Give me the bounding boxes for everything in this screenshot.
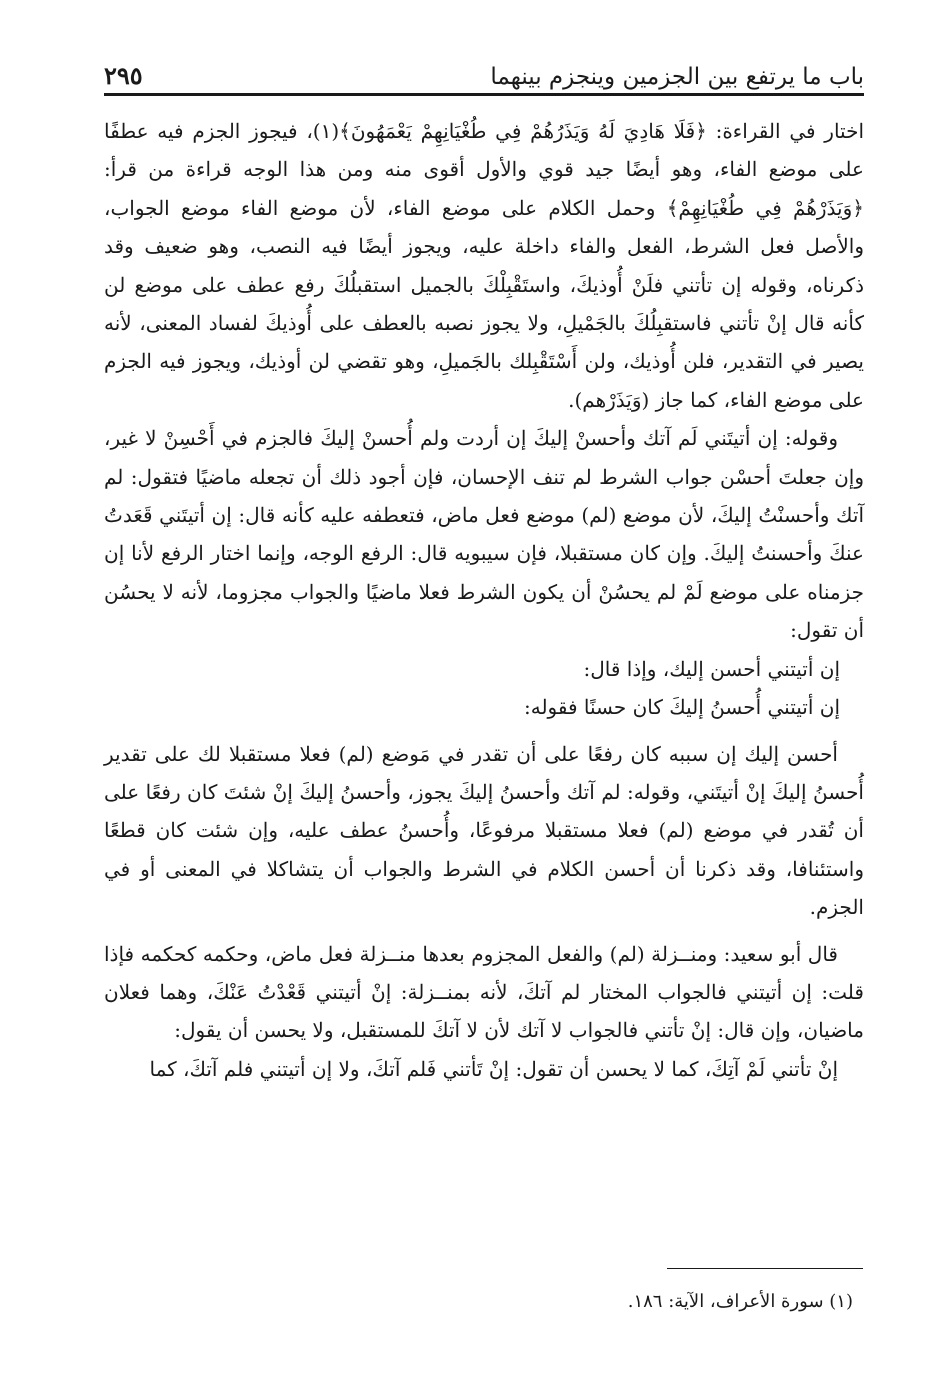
footnote: (١) سورة الأعراف، الآية: ١٨٦. [627,1291,853,1312]
paragraph-2: وقوله: إن أتيتَني لَم آتك وأحسنْ إليكَ إن أردت ولم أُحسنْ إليكَ فالجزم في أَحْسِنْ لا غير، وإن جعلتَ أحسْن جواب الشرط لم تنف الإحسان، فإن أجود ذلك أن تجعله ماضيًا فتقول: لم آتك وأحسنْتُ إليكَ، لأن موضع (لم) موضع فعل ماض، فتعطفه عليه كأنه قال: إن أتيتَني قَعَدتُ عنكَ وأحسنتُ إليكَ. وإن كان مستقبلا، فإن سيبويه قال: الرفع الوجه، وإنما اختار الرفع لأنا إن جزمناه على موضع لَمْ لم يحسُنْ أن يكون الشرط فعلا ماضيًا والجواب مجزوما، لأنه لا يحسُن أن تقول: [104,426,864,643]
paragraph-3: أحسن إليك إن سببه كان رفعًا على أن تقدر في مَوضع (لم) فعلا مستقبلا لك على تقدير أُحسنُ إليكَ إنْ أتيتَني، وقوله: لم آتك وأحسنُ إليكَ يجوز، وأحسنُ إليكَ إنْ شئتَ كان رفعًا على أن تُقدر في موضع (لم) فعلا مستقبلا مرفوعًا، وأُحسنُ عطف عليه، وإن شئت كان قطعًا واستئنافا، وقد ذكرنا أن أحسن الكلام في الشرط والجواب أن يتشاكلا في المعنى أو في الجزم. [104,741,864,920]
running-title: باب ما يرتفع بين الجزمين وينجزم بينهما [490,64,864,90]
paragraph-5: إنْ تأتني لَمْ آتِكَ، كما لا يحسن أن تقول: إنْ تَأتني فَلم آتكَ، ولا إن أتيتني فلم آتكَ، كما [149,1056,838,1081]
example-line-2: إن أتيتني أُحسنُ إليكَ كان حسنًا فقوله: [523,695,840,720]
footnote-rule [667,1268,863,1269]
paragraph-1: اختار في القراءة: ﴿فَلَا هَادِيَ لَهُ وَيَذَرُهُمْ فِي طُغْيَانِهِمْ يَعْمَهُونَ﴾(١)، فيجوز الجزم فيه عطفًا على موضع الفاء، وهو أيضًا جيد قوي والأول أقوى منه ومن هذا الوجه قراءة من قرأ: ﴿وَيَذَرْهُمْ فِي طُغْيَانِهِمْ﴾ وحمل الكلام على موضع الفاء، لأن موضع الفاء موضع الجواب، والأصل فعل الشرط، الفعل والفاء داخلة عليه، ويجوز أيضًا فيه النصب، وهو ضعيف وقد ذكرناه، وقوله إن تأتني فلَنْ أُوذيكَ، واستَقْبِلْكَ بالجميل استقبلُكَ رفع عطف على موضع لن كأنه قال إنْ تأتني فاستقبِلُكَ بالجَمْيلِ، ولا يجوز نصبه بالعطف على أُوذيكَ لفساد المعنى، لأنه يصير في التقدير، فلن أُوذيك، ولن أَسْتَقْبِلك بالجَميلِ، وهو تقضي لن أوذيك، ويجوز فيه الجزم على موضع الفاء، كما جاز (وَيَذَرْهم). [104,119,864,412]
header-rule [104,93,864,96]
main-text [104,112,864,1088]
paragraph-4: قال أبو سعيد: ومنــزلة (لم) والفعل المجزوم بعدها منــزلة فعل ماض، وحكمه كحكمه فإذا قلت: إن أتيتني فالجواب المختار لم آتكَ، لأنه بمنــزلة: إنْ أتيتني قَعْدْتُ عَنْكَ، وهما فعلان ماضيان، وإن قال: إنْ تأتني فالجواب لا آتك لأن لا آتكَ للمستقبل، ولا يحسن أن يقول: [104,941,864,1043]
example-line-1: إن أتيتني أحسن إليك، وإذا قال: [583,656,840,681]
page-number: ٢٩٥ [104,61,143,90]
running-header [104,44,864,90]
